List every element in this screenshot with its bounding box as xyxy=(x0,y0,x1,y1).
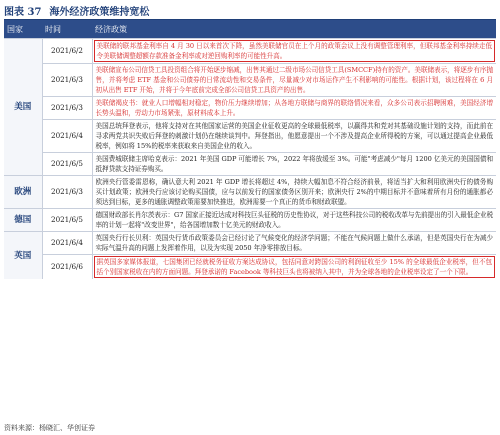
policy-cell: 美联储宣布公司信贷工具投资组合将开始逐步缩减，出售其通过二级市场公司信贷工具(SMCCF)持有的资产。美联储表示，将逐步有序抛售，并将考虑 ETF 基金和公司债券的日常流动性和交易条件，尽量减少对市场运作产生不利影响的可能性。根据计划，该过程将在 6 月初从出售 ETF 开始，并将于今年底前完成全部公司信贷工具资产的出售。 xyxy=(92,64,496,97)
country-cell: 美国 xyxy=(4,39,42,176)
header-policy: 经济政策 xyxy=(92,20,496,39)
policy-cell: 英国央行行长贝利：英国央行货币政策委员会已经讨论了气候变化的经济学问题；不能在气候问题上做什么承诺，但是英国央行在为减少实际气温升高的问题上发挥着作用，以及为实现 2050 年净零排放目标。 xyxy=(92,232,496,255)
figure-title-bar xyxy=(4,2,149,18)
country-cell: 英国 xyxy=(4,232,42,280)
date-cell: 2021/6/2 xyxy=(42,39,92,64)
table-row xyxy=(4,120,496,153)
date-cell: 2021/6/3 xyxy=(42,64,92,97)
highlight-box: 据英国多家媒体报道，七国集团已经就税务征收方案达成协议，包括同意对跨国公司的利润征收至少 15% 的全球最低企业税率，但不包括个别国家税收在内的方面问题。拜登承诺的 Facebook 等科技巨头也将被纳入其中，并为全球各地的企业税率设定了一个下限。 xyxy=(94,256,496,278)
policy-cell: 美国总统拜登表示，他将支持对在其他国家运营的美国企业征收更高的全球最低税率，以赢得共和党对其基础设施计划的支持，而此前在寻求两党共识失败后拜登的刺激计划仍在继续谈判中。拜登指出，他愿意提出一个不涉及提高企业所得税的方案，可以通过提高企业最低税率，例如将 15%的税率来获取来自美国企业的收入。 xyxy=(92,120,496,153)
date-cell: 2021/6/6 xyxy=(42,255,92,280)
header-country: 国家 xyxy=(4,20,42,39)
table-row xyxy=(4,255,496,280)
policy-table xyxy=(4,20,496,279)
table-header-row xyxy=(4,20,496,39)
table-row xyxy=(4,153,496,176)
policy-cell: 美联储褐皮书：就业人口增幅相对稳定，物价压力继续增加；从各地方联储与商界的联络情况来看，众多公司表示招聘困难，美国经济增长势头温和，劳动力市场紧张，原材料成本上升。 xyxy=(92,97,496,120)
policy-cell: 德国财政部长肖尔茨表示：G7 国家正接近达成对科技巨头征税的历史性协议，对于这些科技公司的税收改革与先前提出的引入最低企业税率的计划一起将"改变世界"，给各国增加数十亿美元的财政收入。 xyxy=(92,209,496,232)
date-cell: 2021/6/5 xyxy=(42,153,92,176)
country-cell: 欧洲 xyxy=(4,176,42,209)
header-date: 时间 xyxy=(42,20,92,39)
table-row xyxy=(4,97,496,120)
date-cell: 2021/6/5 xyxy=(42,209,92,232)
table-row xyxy=(4,64,496,97)
date-cell: 2021/6/3 xyxy=(42,176,92,209)
figure-number: 图表 37 xyxy=(4,6,42,18)
table-row xyxy=(4,232,496,255)
source-note: 资料来源：杨晓汇、华创证券 xyxy=(4,424,95,432)
policy-cell: 欧洲央行管委雷恩称，确认意大利 2021 年 GDP 增长将超过 4%，持续大幅加息不符合经济前景，将适当扩大和利用欧洲央行的债务购买计划政策；欧洲央行应该讨论购买国债，应与以前发行的国家债务区别开来；欧洲央行 2%的中期目标并不意味着所有月份的通胀都必须达到目标，更多的通胀调整政策需要加快推进，欧洲需要一个真正的货币和财政联盟。 xyxy=(92,176,496,209)
figure-title: 海外经济政策维持宽松 xyxy=(49,6,150,18)
policy-cell: 美国费城联储主席哈克表示：2021 年美国 GDP 可能增长 7%，2022 年将放缓至 3%。可能"考虑减少"每月 1200 亿美元的美国国债和抵押贷款支持证券购买。 xyxy=(92,153,496,176)
highlight-box: 美联储的联邦基金利率自 4 月 30 日以来首次下降，虽然美联储官员在上个月的政策会议上没有调整管理利率，但联邦基金利率持续走低令美联储调整超额存款准备金利率或对逆回购利率的可能性升高。 xyxy=(94,40,496,62)
table-row xyxy=(4,39,496,64)
table-row xyxy=(4,209,496,232)
date-cell: 2021/6/4 xyxy=(42,120,92,153)
country-cell: 德国 xyxy=(4,209,42,232)
date-cell: 2021/6/3 xyxy=(42,97,92,120)
policy-cell xyxy=(92,39,496,64)
policy-cell xyxy=(92,255,496,280)
table-row xyxy=(4,176,496,209)
date-cell: 2021/6/4 xyxy=(42,232,92,255)
